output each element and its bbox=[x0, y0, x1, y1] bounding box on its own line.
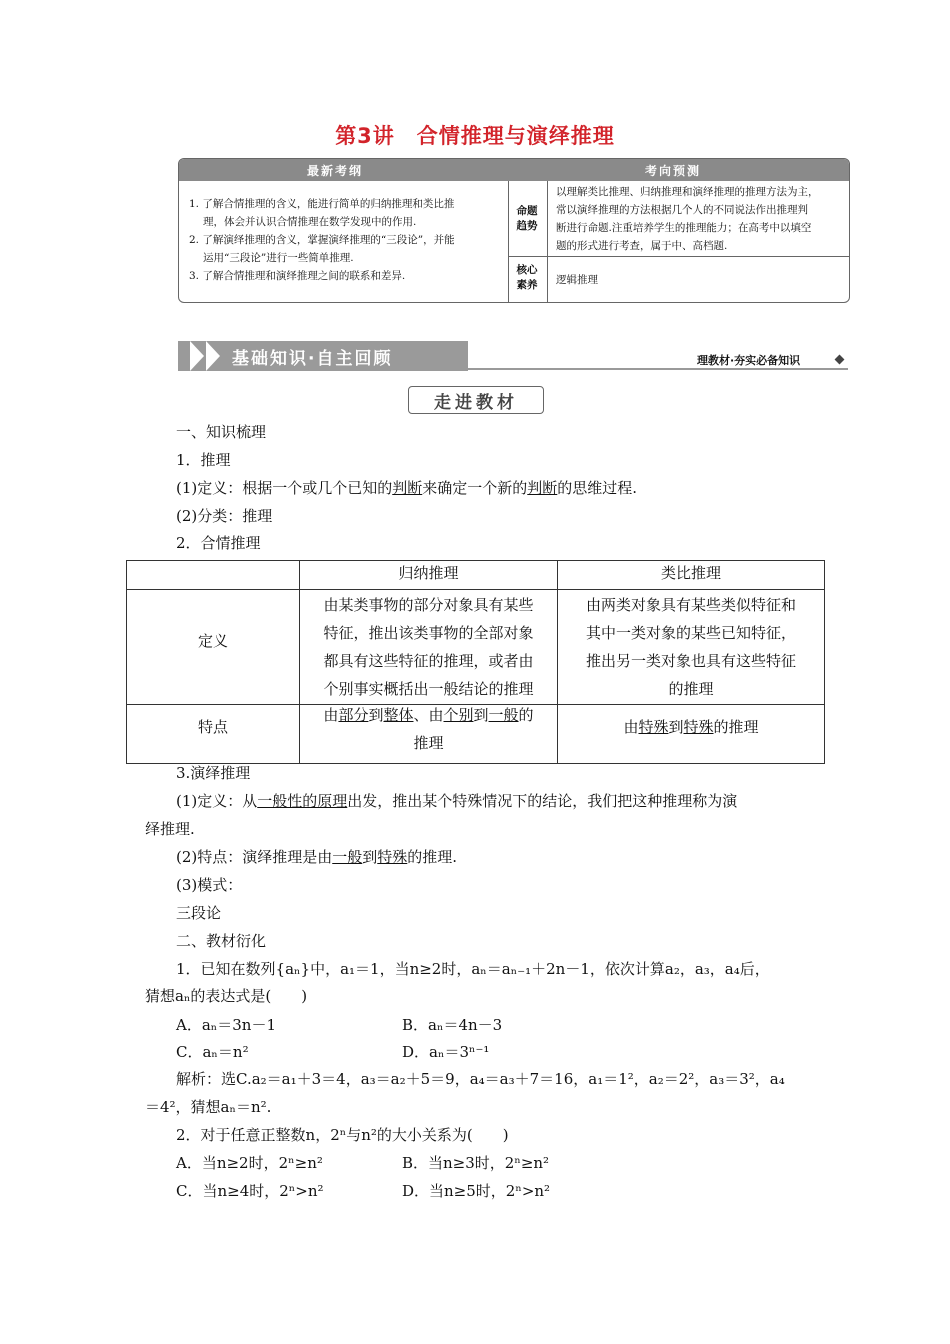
syllogism: 三段论 bbox=[176, 904, 222, 922]
text: 来确定一个新的 bbox=[422, 479, 528, 497]
option-d: D．当n≥5时，2ⁿ>n² bbox=[402, 1182, 551, 1200]
option-a: A．aₙ＝3n－1 bbox=[176, 1016, 277, 1034]
table-header: 类比推理 bbox=[660, 564, 721, 582]
deduction-pattern: (3)模式： bbox=[176, 876, 243, 894]
cell-line: 的推理 bbox=[668, 680, 714, 698]
option-d: D．aₙ＝3ⁿ⁻¹ bbox=[402, 1043, 490, 1061]
cell-line: 由两类对象具有某些类似特征和 bbox=[585, 596, 796, 614]
table-header: 归纳推理 bbox=[398, 564, 459, 582]
chevron-icon bbox=[206, 341, 220, 371]
deduction-feature bbox=[176, 846, 457, 867]
classification-line: (2)分类：推理 bbox=[176, 507, 273, 525]
text: 由 bbox=[623, 718, 639, 736]
trend-text bbox=[556, 183, 846, 255]
question-stem: 2．对于任意正整数n，2ⁿ与n²的大小关系为( ) bbox=[176, 1126, 509, 1144]
forecast-head: 考向预测 bbox=[645, 164, 702, 178]
blank-answer: 特殊 bbox=[377, 848, 408, 866]
section-heading: 一、知识梳理 bbox=[176, 423, 267, 441]
syllabus-head: 最新考纲 bbox=[307, 164, 364, 178]
blank-answer: 判断 bbox=[527, 479, 558, 497]
solution: 解析：选C.a₂＝a₁＋3＝4，a₃＝a₂＋5＝9，a₄＝a₃＋7＝16，a₁＝1²，a₂＝2²，a₃＝3²，a₄ bbox=[176, 1070, 785, 1088]
text: 的思维过程. bbox=[557, 479, 638, 497]
cell-line: 推出另一类对象也具有这些特征 bbox=[585, 652, 796, 670]
solution-cont: ＝4²，猜想aₙ＝n². bbox=[145, 1098, 272, 1116]
deduction-definition bbox=[176, 790, 737, 811]
reasoning-table bbox=[126, 560, 825, 764]
chevron-icon bbox=[190, 341, 204, 371]
section-heading: 二、教材衍化 bbox=[176, 932, 267, 950]
blank-answer: 一般 bbox=[488, 706, 519, 724]
table-cell bbox=[300, 701, 557, 757]
core-label: 核心素养 bbox=[516, 264, 538, 291]
row-label: 特点 bbox=[197, 718, 228, 736]
text: 到 bbox=[668, 718, 684, 736]
cell-line: 个别事实概括出一般结论的推理 bbox=[323, 680, 534, 698]
deduction-definition-cont: 绎推理. bbox=[145, 820, 195, 838]
blank-answer: 判断 bbox=[392, 479, 423, 497]
definition-line bbox=[176, 477, 637, 498]
syllabus-line: 2. 了解演绎推理的含义，掌握演绎推理的“三段论”，并能 bbox=[189, 234, 455, 246]
row-label: 定义 bbox=[197, 632, 228, 650]
table-cell bbox=[558, 713, 824, 741]
sub-banner-title: 走进教材 bbox=[434, 393, 518, 413]
syllabus-line: 3. 了解合情推理和演绎推理之间的联系和差异. bbox=[189, 270, 406, 282]
text: 、由 bbox=[413, 706, 444, 724]
text: 的推理 bbox=[713, 718, 759, 736]
syllabus-line: 运用“三段论”进行一些简单推理. bbox=[203, 252, 354, 264]
text: 的推理. bbox=[407, 848, 458, 866]
syllabus-header-bar bbox=[179, 159, 849, 181]
blank-answer: 整体 bbox=[383, 706, 414, 724]
trend-line: 断进行命题.注重培养学生的推理能力；在高考中以填空 bbox=[556, 222, 812, 234]
page-title: 第3讲 合情推理与演绎推理 bbox=[335, 124, 615, 148]
text: 的 bbox=[518, 706, 534, 724]
blank-answer: 特殊 bbox=[638, 718, 669, 736]
core-text: 逻辑推理 bbox=[556, 274, 598, 286]
blank-answer: 一般 bbox=[332, 848, 363, 866]
cell-line: 推理 bbox=[413, 734, 444, 752]
blank-answer: 一般性的原理 bbox=[257, 792, 348, 810]
item-heading: 1．推理 bbox=[176, 451, 231, 469]
cell-line: 都具有这些特征的推理，或者由 bbox=[323, 652, 534, 670]
option-b: B．当n≥3时，2ⁿ≥n² bbox=[402, 1154, 550, 1172]
item-heading: 3.演绎推理 bbox=[176, 764, 251, 782]
section-banner-subtitle: 理教材·夯实必备知识 bbox=[697, 354, 801, 367]
blank-answer: 个别 bbox=[443, 706, 474, 724]
syllabus-line: 理，体会并认识合情推理在数学发现中的作用. bbox=[203, 216, 417, 228]
option-c: C．aₙ＝n² bbox=[176, 1043, 249, 1061]
trend-line: 常以演绎推理的方法根据几个人的不同说法作出推理判 bbox=[556, 204, 808, 216]
syllabus-box bbox=[178, 158, 850, 303]
text: 到 bbox=[368, 706, 384, 724]
sub-banner bbox=[408, 386, 544, 414]
syllabus-line: 1. 了解合情推理的含义，能进行简单的归纳推理和类比推 bbox=[189, 198, 455, 210]
blank-answer: 特殊 bbox=[683, 718, 714, 736]
item-heading: 2．合情推理 bbox=[176, 534, 261, 552]
section-banner-title: 基础知识·自主回顾 bbox=[232, 349, 393, 369]
text: 到 bbox=[362, 848, 378, 866]
text: 由 bbox=[323, 706, 339, 724]
diamond-icon bbox=[835, 355, 845, 365]
syllabus-list bbox=[189, 195, 507, 285]
question-stem: 1．已知在数列{aₙ}中，a₁＝1，当n≥2时，aₙ＝aₙ₋₁＋2n－1，依次计算a₂，a₃，a₄后， bbox=[176, 960, 770, 978]
text: 到 bbox=[473, 706, 489, 724]
blank-answer: 部分 bbox=[338, 706, 369, 724]
text: (1)定义：从 bbox=[176, 792, 258, 810]
option-c: C．当n≥4时，2ⁿ>n² bbox=[176, 1182, 324, 1200]
option-a: A．当n≥2时，2ⁿ≥n² bbox=[176, 1154, 323, 1172]
option-b: B．aₙ＝4n－3 bbox=[402, 1016, 503, 1034]
trend-line: 题的形式进行考查，属于中、高档题. bbox=[556, 240, 728, 252]
table-cell bbox=[300, 591, 557, 703]
trend-label: 命题趋势 bbox=[516, 205, 538, 232]
text: (2)特点：演绎推理是由 bbox=[176, 848, 333, 866]
cell-line: 由某类事物的部分对象具有某些 bbox=[323, 596, 534, 614]
cell-line: 其中一类对象的某些已知特征， bbox=[585, 624, 796, 642]
text: (1)定义：根据一个或几个已知的 bbox=[176, 479, 393, 497]
trend-line: 以理解类比推理、归纳推理和演绎推理的推理方法为主， bbox=[556, 186, 819, 198]
text: 出发，推出某个特殊情况下的结论，我们把这种推理称为演 bbox=[347, 792, 738, 810]
cell-line: 特征，推出该类事物的全部对象 bbox=[323, 624, 534, 642]
question-stem-cont: 猜想aₙ的表达式是( ) bbox=[145, 987, 308, 1005]
table-cell bbox=[558, 591, 824, 703]
